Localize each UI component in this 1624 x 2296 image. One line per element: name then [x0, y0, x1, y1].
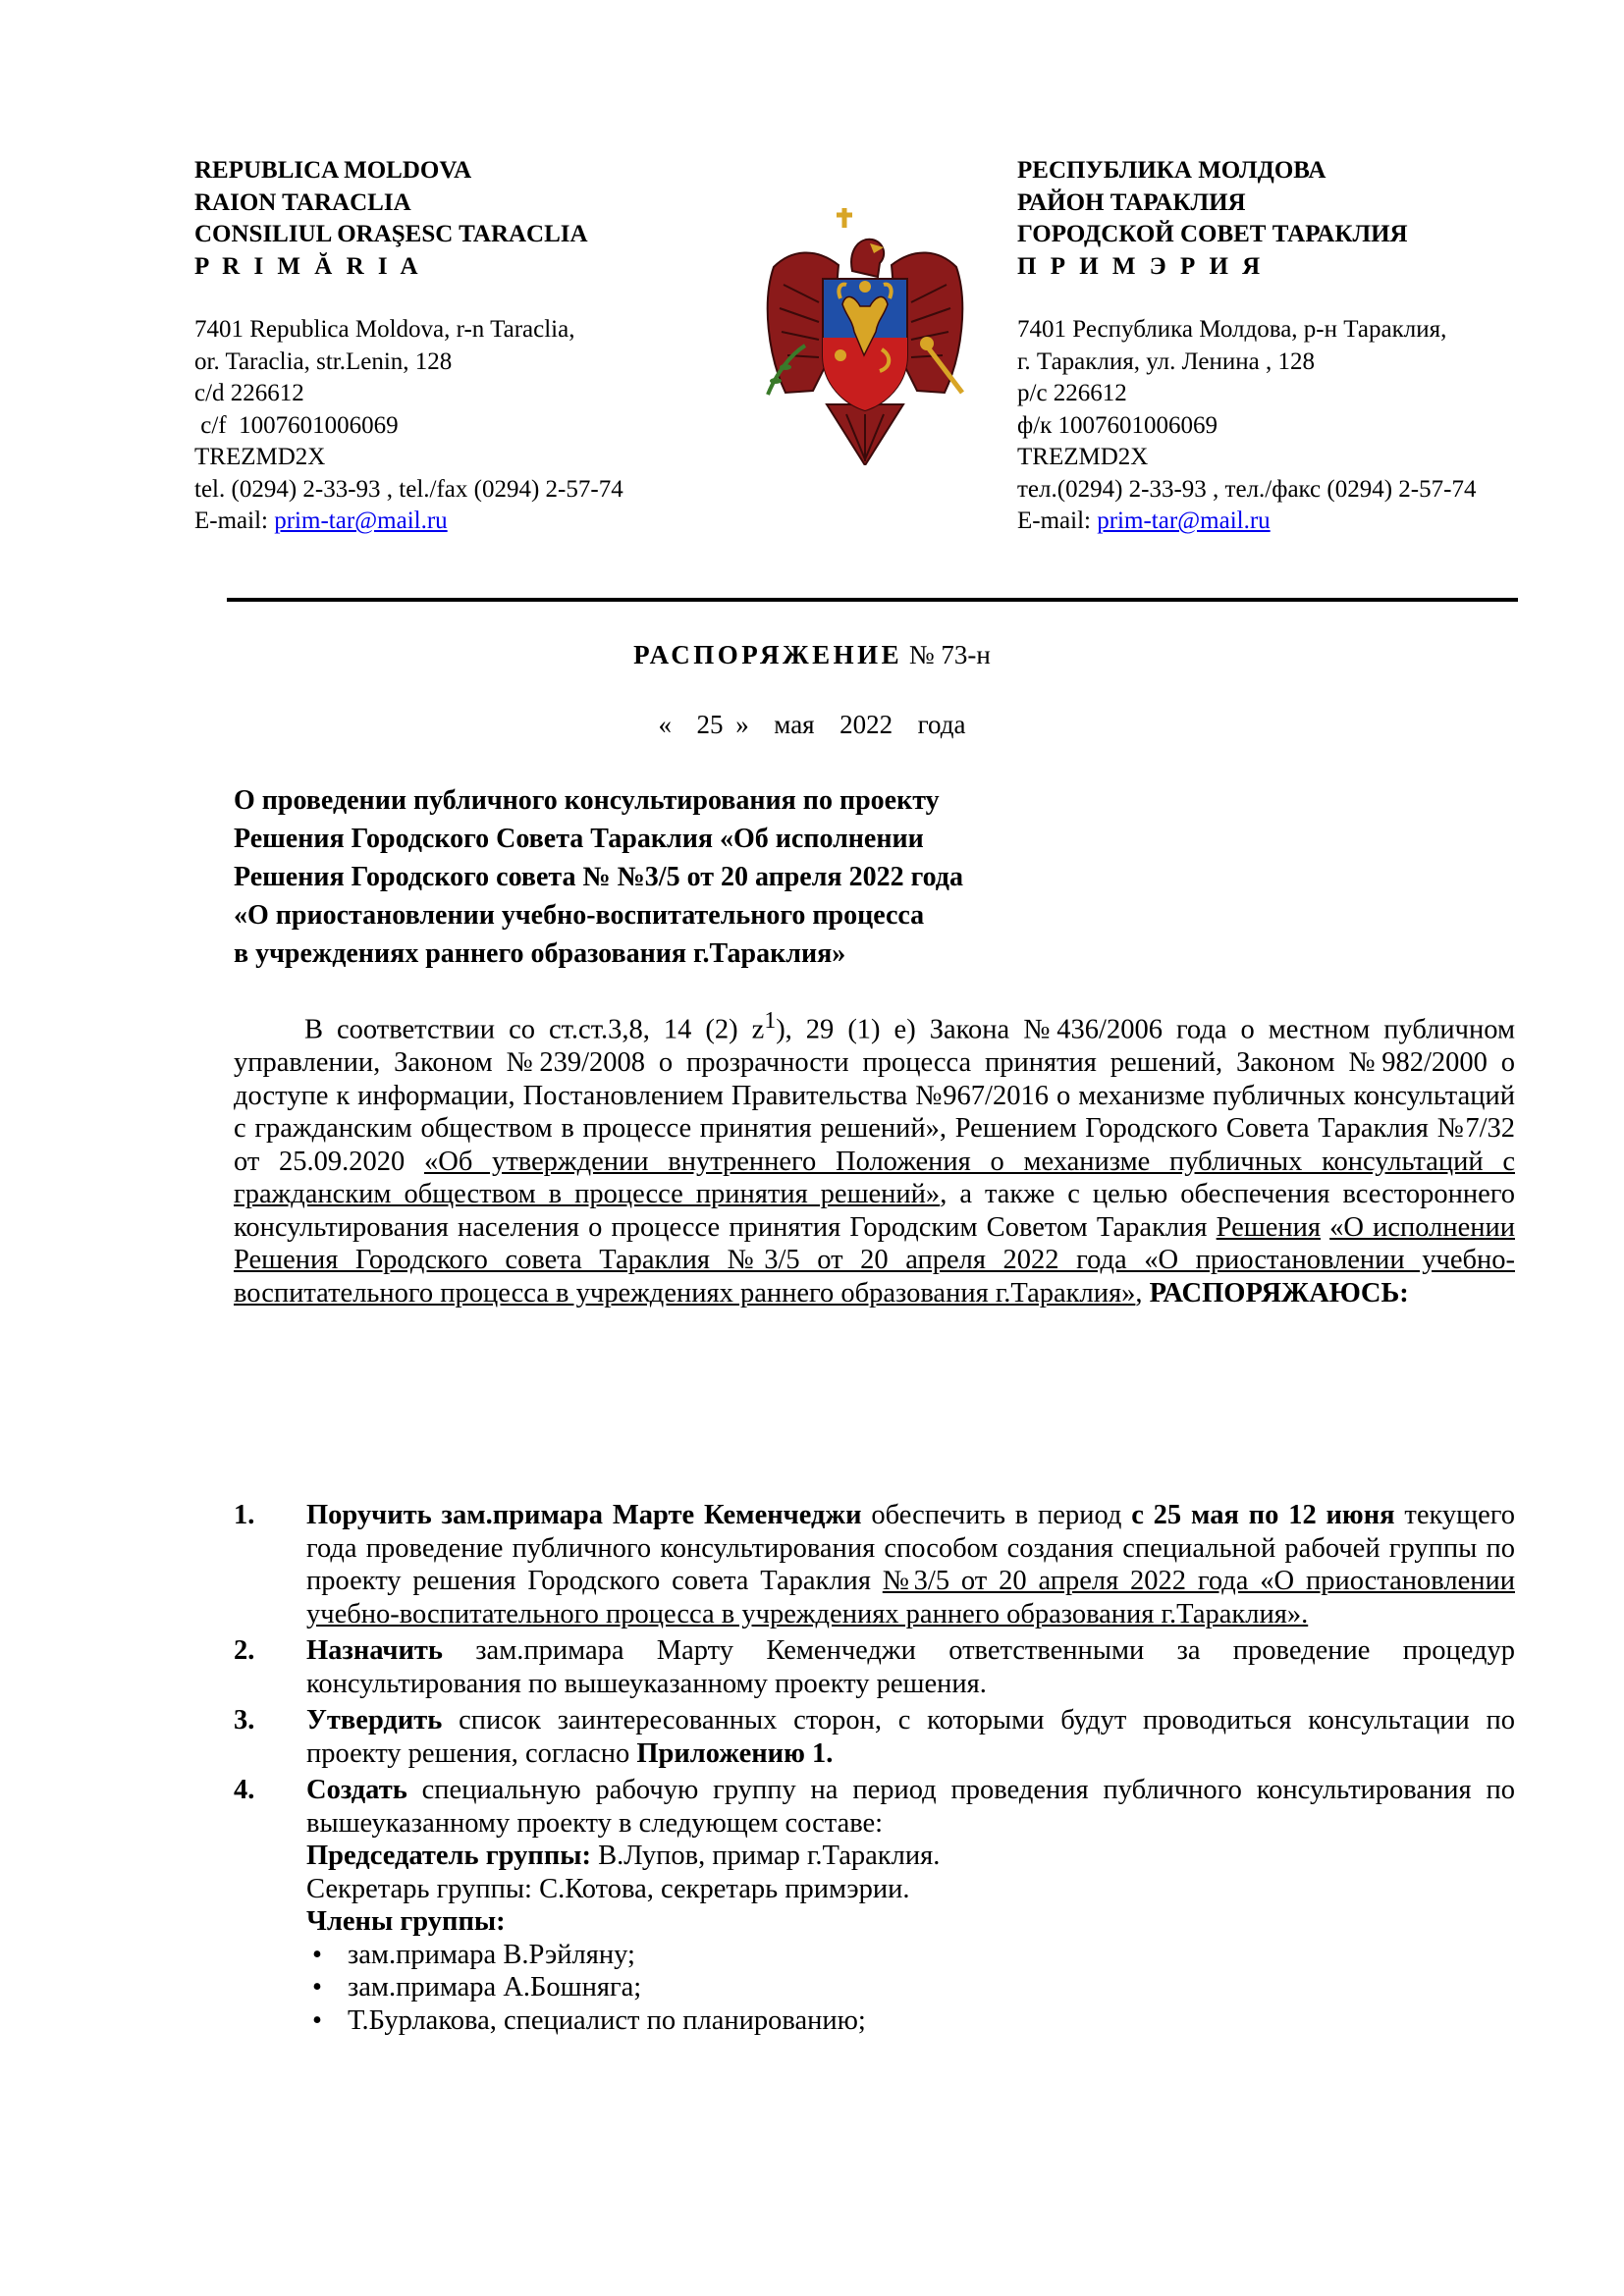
preamble-paragraph: [234, 1005, 1515, 1309]
email-label: E-mail:: [194, 507, 275, 534]
subject-line: в учреждениях раннего образования г.Тараклия»: [234, 938, 846, 969]
treasury-code-ru: TREZMD2X: [1017, 444, 1149, 470]
members-label: Члены группы:: [306, 1906, 506, 1937]
item-lead: Создать: [306, 1775, 407, 1805]
preamble-text: ), 29 (1) е) Закона №436/2006 года о местном публичном управлении, Законом №239/2008 о прозрачности процесса принятия решений, Законом №982/2000 о доступе к информации, Постановлением Правительства №967/2016 о механизме публичных консультаций с гражданским обществом в процессе принятия решений», Решением Городского Совета Тараклия №7/32 от 25.09.2020: [234, 1014, 1515, 1177]
subject-line: «О приостановлении учебно-воспитательного процесса: [234, 900, 925, 931]
email-link[interactable]: prim-tar@mail.ru: [274, 507, 448, 534]
phone-line-ru: тел.(0294) 2-33-93 , тел./факс (0294) 2-57-74: [1017, 475, 1477, 503]
document-subject: [234, 781, 1216, 973]
coat-of-arms-emblem: [762, 208, 968, 465]
superscript: 1: [764, 1008, 777, 1034]
chair-label: Председатель группы:: [306, 1841, 591, 1871]
order-item-2: [234, 1634, 1515, 1700]
subject-line: О проведении публичного консультирования по проекту: [234, 785, 940, 816]
item-lead: Поручить зам.примара Марте Кеменчеджи: [306, 1500, 862, 1530]
document-date: « 25 » мая 2022 года: [658, 710, 966, 739]
item-number: 3.: [234, 1705, 255, 1735]
item-text: текущего года проведение публичного консультирования способом создания специальной рабочей группы по проекту решения Городского совета Тараклия: [306, 1500, 1516, 1596]
preamble-text: , а также с целью обеспечения всестороннего консультирования населения о процессе принятия Городским Советом Тараклия: [234, 1179, 1515, 1243]
order-item-3: [234, 1704, 1515, 1770]
item-period: с 25 мая по 12 июня: [1131, 1500, 1395, 1530]
order-keyword: РАСПОРЯЖАЮСЬ:: [1149, 1277, 1409, 1308]
underlined-reference: Решения: [1216, 1211, 1321, 1243]
item-lead: Утвердить: [306, 1705, 443, 1735]
fiscal-code: c/f 1007601006069: [194, 411, 399, 439]
account-code: c/d 226612: [194, 380, 304, 406]
list-item: • зам.примара А.Бошняга;: [306, 1971, 1515, 2004]
council-name-ro: CONSILIUL ORAŞESC TARACLIA: [194, 221, 588, 247]
treasury-code: TREZMD2X: [194, 444, 326, 470]
mayoralty-ro: P R I M Ă R I A: [194, 252, 422, 280]
council-name-ru: ГОРОДСКОЙ СОВЕТ ТАРАКЛИЯ: [1017, 221, 1408, 247]
email-line: [194, 506, 744, 538]
email-link-ru[interactable]: prim-tar@mail.ru: [1097, 507, 1271, 534]
country-name-ro: REPUBLICA MOLDOVA: [194, 157, 472, 184]
subject-line: Решения Городского Совета Тараклия «Об исполнении: [234, 824, 924, 854]
preamble-text: ,: [1135, 1277, 1150, 1308]
preamble-text: [1321, 1212, 1329, 1243]
item-number: 4.: [234, 1775, 255, 1805]
mayoralty-ru: П Р И М Э Р И Я: [1017, 252, 1265, 280]
header-right: [1017, 155, 1606, 538]
item-text: зам.примара Марту Кеменчеджи ответственными за проведение процедур консультирования по вышеуказанному проекту решения.: [306, 1635, 1515, 1699]
address-line-2-ru: г. Тараклия, ул. Ленина , 128: [1017, 347, 1316, 375]
phone-line: tel. (0294) 2-33-93 , tel./fax (0294) 2-57-74: [194, 475, 623, 503]
order-item-4: [234, 1774, 1515, 2037]
underlined-reference: «Об утверждении внутреннего Положения о механизме публичных консультаций с гражданским обществом в процессе принятия решений»: [234, 1146, 1515, 1209]
group-secretary: Секретарь группы: С.Котова, секретарь примэрии.: [306, 1873, 910, 1904]
list-item: • Т.Бурлакова, специалист по планированию;: [306, 2004, 1515, 2038]
fiscal-code-ru: ф/к 1007601006069: [1017, 411, 1218, 439]
order-items: [234, 1499, 1515, 2041]
header-left: [194, 155, 744, 538]
document-title: [0, 640, 1624, 670]
address-line-1: 7401 Republica Moldova, r-n Taraclia,: [194, 316, 575, 343]
email-line-ru: [1017, 506, 1606, 538]
order-item-1: [234, 1499, 1515, 1630]
country-name-ru: РЕСПУБЛИКА МОЛДОВА: [1017, 157, 1326, 184]
address-line-2: or. Taraclia, str.Lenin, 128: [194, 347, 453, 375]
document-type: РАСПОРЯЖЕНИЕ: [633, 640, 903, 669]
document-number: № 73-н: [902, 640, 991, 669]
item-text: специальную рабочую группу на период проведения публичного консультирования по вышеуказанному проекту в следующем составе:: [306, 1775, 1515, 1839]
underlined-reference: «О исполнении Решения Городского совета Тараклия №3/5 от 20 апреля 2022 года «О приостановлении учебно-воспитательного процесса в учреждениях раннего образования г.Тараклия»: [234, 1211, 1515, 1308]
group-chair: [306, 1840, 1515, 1873]
item-lead: Назначить: [306, 1635, 443, 1666]
item-text: обеспечить в период: [861, 1500, 1132, 1530]
subject-line: Решения Городского совета № №3/5 от 20 апреля 2022 года: [234, 862, 963, 892]
item-text: список заинтересованных сторон, с которыми будут проводиться консультации по проекту решения, согласно: [306, 1705, 1515, 1769]
item-reference: №3/5 от 20 апреля 2022 года «О приостановлении учебно-воспитательного процесса в учреждениях раннего образования г.Тараклия».: [306, 1566, 1515, 1629]
preamble-text: В соответствии со ст.ст.3,8, 14 (2) z: [304, 1014, 765, 1045]
list-item: • зам.примара В.Рэйляну;: [306, 1939, 1515, 1972]
email-label-ru: E-mail:: [1017, 507, 1098, 534]
members-list: [306, 1939, 1515, 2038]
district-name-ru: РАЙОН ТАРАКЛИЯ: [1017, 188, 1246, 216]
item-number: 2.: [234, 1635, 255, 1666]
district-name-ro: RAION TARACLIA: [194, 188, 411, 216]
address-line-1-ru: 7401 Республика Молдова, р-н Тараклия,: [1017, 316, 1447, 343]
item-number: 1.: [234, 1500, 255, 1530]
header-separator: [227, 598, 1518, 602]
chair-name: В.Лупов, примар г.Тараклия.: [591, 1841, 941, 1871]
appendix-reference: Приложению 1.: [636, 1737, 834, 1769]
account-code-ru: р/с 226612: [1017, 380, 1127, 406]
